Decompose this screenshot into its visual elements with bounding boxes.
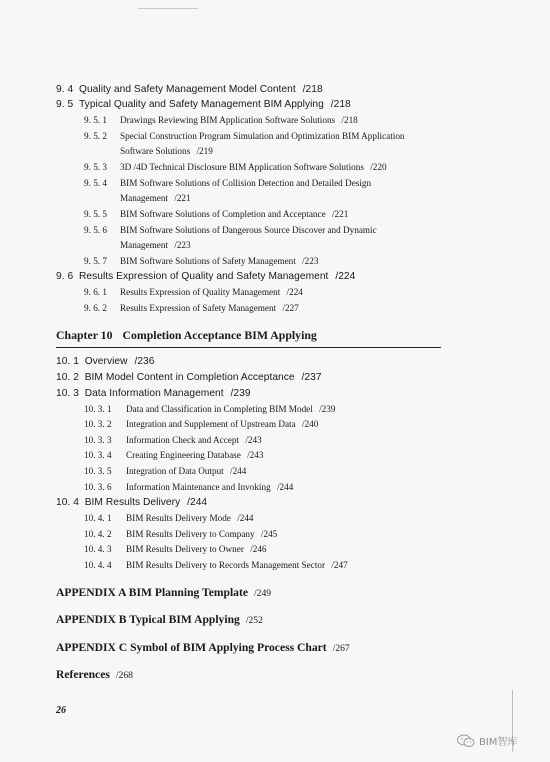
toc-sub-9-5-6-cont: [120, 240, 191, 250]
sub-title: BIM Software Solutions of Safety Management: [120, 256, 296, 266]
appendix-title: References: [56, 668, 110, 681]
toc-sub-10-3-2: [84, 419, 318, 429]
section-title: BIM Model Content in Completion Acceptance: [84, 372, 295, 383]
sub-number: 10. 4. 4: [84, 560, 112, 570]
toc-sub-10-4-3: [84, 544, 267, 554]
chapter-rule: [56, 347, 441, 348]
page-ref: /244: [237, 513, 254, 523]
toc-appendix-a: [56, 586, 271, 599]
page-ref: /237: [301, 372, 322, 383]
toc-section-10-1: [56, 356, 154, 367]
toc-sub-9-5-2: [84, 131, 405, 141]
sub-title: BIM Results Delivery to Owner: [126, 544, 244, 554]
section-title: Quality and Safety Management Model Content: [78, 84, 296, 95]
page-ref: /221: [331, 209, 349, 219]
page-ref: /244: [230, 466, 247, 476]
sub-title: Integration and Supplement of Upstream Data: [126, 419, 296, 429]
page-ref: /243: [245, 435, 262, 445]
page-ref: /224: [286, 287, 303, 297]
page-ref: /220: [370, 162, 387, 172]
sub-number: 10. 4. 1: [84, 513, 112, 523]
watermark: [456, 733, 517, 748]
page-ref: /267: [332, 643, 350, 654]
toc-section-9-5: [56, 99, 351, 110]
sub-number: 10. 3. 1: [84, 404, 112, 414]
sub-title-cont: Software Solutions: [120, 146, 191, 156]
section-number: 10. 2: [56, 372, 79, 383]
sub-number: 9. 5. 2: [84, 131, 107, 141]
sub-number: 10. 4. 3: [84, 544, 112, 554]
toc-section-10-2: [56, 372, 322, 383]
section-number: 9. 5: [56, 99, 74, 110]
section-title: Results Expression of Quality and Safety Management: [78, 271, 329, 282]
sub-title: BIM Results Delivery to Company: [126, 529, 255, 539]
sub-title: Data and Classification in Completing BIM Model: [126, 404, 313, 414]
page-ref: /244: [276, 482, 294, 492]
watermark-text: BIM智库: [479, 737, 518, 748]
sub-title: BIM Software Solutions of Dangerous Source Discover and Dynamic: [120, 225, 377, 235]
section-number: 9. 6: [56, 271, 74, 282]
sub-title: Integration of Data Output: [126, 466, 224, 476]
page-ref: /221: [174, 193, 191, 203]
toc-sub-10-4-4: [84, 560, 348, 570]
toc-appendix-c: [56, 641, 350, 654]
chapter-title: Completion Acceptance BIM Applying: [122, 328, 317, 342]
section-title: Typical Quality and Safety Management BIM Applying: [78, 99, 324, 110]
sub-number: 10. 3. 5: [84, 466, 112, 476]
toc-sub-9-5-6: [84, 225, 377, 235]
appendix-title: APPENDIX B Typical BIM Applying: [56, 613, 240, 626]
wechat-icon: [456, 734, 476, 748]
page-ref: /240: [301, 419, 319, 429]
sub-title: BIM Results Delivery to Records Management Sector: [126, 560, 326, 570]
section-title: Overview: [84, 356, 128, 367]
toc-sub-10-3-6: [84, 482, 293, 492]
toc-section-10-4: [56, 497, 207, 508]
toc-section-9-4: [56, 84, 323, 95]
toc-sub-10-3-3: [84, 435, 262, 445]
page-ref: /223: [302, 256, 319, 266]
page-ref: /223: [174, 240, 191, 250]
page-ref: /239: [230, 388, 251, 399]
section-number: 10. 1: [56, 356, 79, 367]
section-title: Data Information Management: [84, 388, 224, 399]
toc-sub-9-5-5: [84, 209, 348, 219]
sub-number: 10. 3. 6: [84, 482, 112, 492]
page-ref: /239: [319, 404, 336, 414]
page-ref: /219: [196, 146, 213, 156]
sub-title: Creating Engineering Database: [126, 450, 241, 460]
sub-number: 9. 5. 7: [84, 256, 107, 266]
page-ref: /227: [282, 303, 299, 313]
appendix-title: APPENDIX A BIM Planning Template: [56, 586, 248, 599]
section-title: BIM Results Delivery: [84, 497, 181, 508]
toc-section-9-6: [56, 271, 355, 282]
chapter-label: Chapter 10: [56, 328, 113, 342]
toc-section-10-3: [56, 388, 251, 399]
page-ref: /245: [260, 529, 278, 539]
toc-sub-9-5-2-cont: [120, 146, 213, 156]
page-ref: /218: [302, 84, 323, 95]
sub-title: Information Check and Accept: [126, 435, 240, 445]
chapter-heading: [56, 328, 317, 343]
toc-sub-9-5-7: [84, 256, 318, 266]
sub-number: 9. 5. 6: [84, 225, 107, 235]
sub-title: Special Construction Program Simulation and Optimization BIM Application: [120, 131, 405, 141]
toc-sub-9-5-4-cont: [120, 193, 191, 203]
page-ref: /236: [134, 356, 155, 367]
page-ref: /224: [335, 271, 356, 282]
toc-sub-10-3-5: [84, 466, 246, 476]
page-ref: /218: [341, 115, 358, 125]
toc-sub-9-6-2: [84, 303, 299, 313]
sub-number: 10. 3. 2: [84, 419, 112, 429]
sub-title-cont: Management: [120, 193, 168, 203]
section-number: 10. 4: [56, 497, 79, 508]
page-ref: /246: [250, 544, 267, 554]
section-number: 9. 4: [56, 84, 74, 95]
sub-number: 9. 5. 4: [84, 178, 107, 188]
sub-title: BIM Software Solutions of Collision Detection and Detailed Design: [120, 178, 372, 188]
toc-sub-10-3-4: [84, 450, 263, 460]
sub-number: 9. 5. 1: [84, 115, 107, 125]
sub-number: 10. 4. 2: [84, 529, 112, 539]
top-rule: [138, 8, 198, 9]
page-ref: /247: [331, 560, 348, 570]
page-ref: /243: [247, 450, 264, 460]
page-ref: /268: [115, 670, 133, 681]
toc-sub-9-5-1: [84, 115, 358, 125]
sub-number: 9. 5. 5: [84, 209, 107, 219]
page-ref: /249: [253, 588, 272, 599]
sub-title: Results Expression of Safety Management: [120, 303, 277, 313]
sub-title: Information Maintenance and Invoking: [126, 482, 271, 492]
section-number: 10. 3: [56, 388, 79, 399]
page-ref: /244: [187, 497, 208, 508]
sub-title: BIM Results Delivery Mode: [126, 513, 231, 523]
sub-number: 10. 3. 3: [84, 435, 112, 445]
page-ref: /218: [330, 99, 351, 110]
page-number: 26: [56, 705, 66, 716]
toc-sub-9-5-3: [84, 162, 387, 172]
sub-title: Results Expression of Quality Management: [120, 287, 281, 297]
sub-title: BIM Software Solutions of Completion and Acceptance: [120, 209, 326, 219]
sub-title: Drawings Reviewing BIM Application Software Solutions: [120, 115, 336, 125]
sub-title: 3D /4D Technical Disclosure BIM Application Software Solutions: [120, 162, 364, 172]
toc-sub-9-5-4: [84, 178, 371, 188]
toc-sub-9-6-1: [84, 287, 303, 297]
sub-number: 9. 5. 3: [84, 162, 107, 172]
sub-number: 9. 6. 1: [84, 287, 107, 297]
toc-appendix-b: [56, 613, 263, 626]
sub-title-cont: Management: [120, 240, 168, 250]
page-ref: /252: [245, 615, 263, 626]
sub-number: 9. 6. 2: [84, 303, 107, 313]
toc-references: [56, 668, 133, 681]
toc-sub-10-4-2: [84, 529, 277, 539]
sub-number: 10. 3. 4: [84, 450, 112, 460]
toc-sub-10-4-1: [84, 513, 254, 523]
appendix-title: APPENDIX C Symbol of BIM Applying Process Chart: [56, 641, 327, 654]
toc-sub-10-3-1: [84, 404, 335, 414]
